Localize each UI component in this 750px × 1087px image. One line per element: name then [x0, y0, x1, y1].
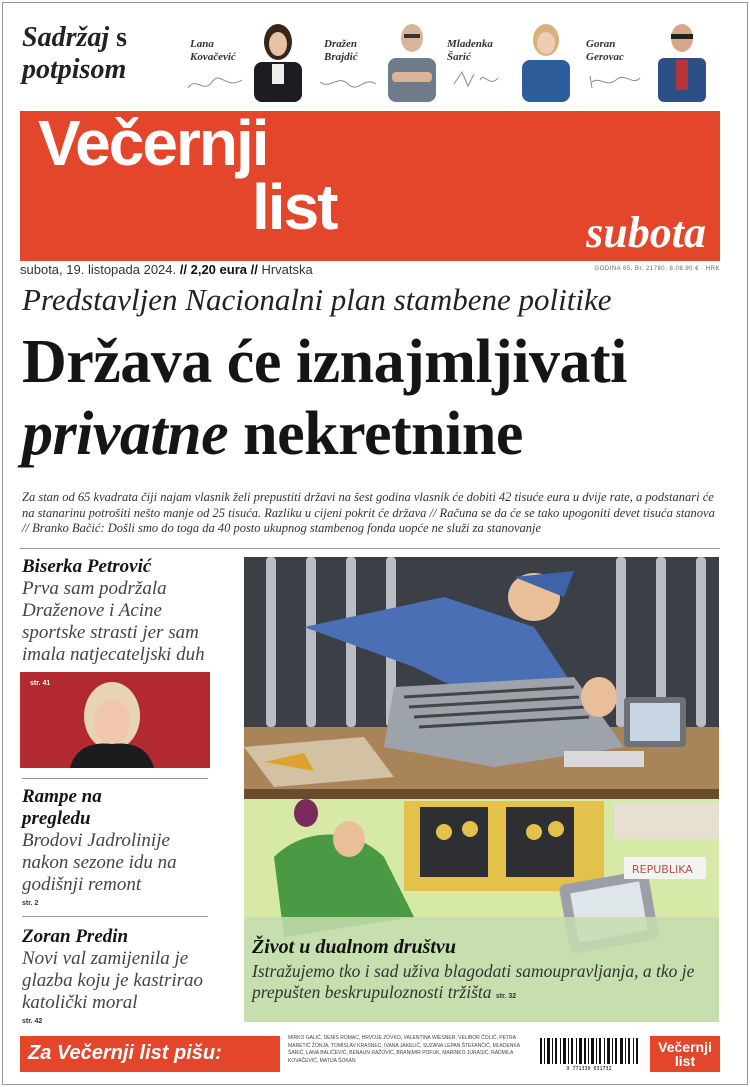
- dateline: subota, 19. listopada 2024. // 2,20 eura // Hrvatska: [20, 262, 313, 277]
- barcode-number: 9 771330 031732: [566, 1066, 612, 1072]
- story-page-ref: str. 41: [30, 680, 51, 687]
- author-portrait[interactable]: [654, 14, 710, 102]
- author-portrait[interactable]: [518, 14, 574, 102]
- divider: [20, 548, 720, 549]
- sidebar-story-text: Prva sam podržala Draženove i Acine sportske strasti jer sam imala natjecateljski duh: [22, 578, 205, 665]
- weekday-label: subota: [586, 208, 706, 257]
- barcode-icon: [536, 1036, 642, 1072]
- sidebar-story-text: Brodovi Jadrolinije nakon sezone idu na godišnji remont: [22, 830, 177, 895]
- sidebar-story[interactable]: [22, 786, 212, 907]
- sidebar-story[interactable]: [22, 556, 212, 666]
- sidebar-story-title: Rampe na pregledu: [22, 786, 102, 829]
- author-name[interactable]: Lana Kovačević: [190, 38, 236, 63]
- story-page-ref: str. 32: [495, 993, 517, 1000]
- author-portrait[interactable]: [384, 14, 440, 102]
- caption-title: Život u dualnom društvu: [252, 936, 456, 958]
- story-page-ref: str. 2: [22, 900, 39, 907]
- signature-scribble: [186, 74, 246, 92]
- contributors-bar: [20, 1036, 280, 1072]
- signature-scribble: [586, 72, 646, 90]
- contributors-label: Za Večernji list pišu:: [28, 1042, 222, 1064]
- author-name[interactable]: Dražen Brajdić: [324, 38, 358, 63]
- contributors-list: MIRKO GALIĆ, DENIS ROMAC, HRVOJE ZOVKO, VALENTINA WIESNER, VELIBOR ČOLIĆ, PETRA MARETIĆ ŽONJA, TOMISLAV KRASNEC, IVANA JAKELIĆ, SUZANA LEPAN ŠTEFANČIĆ, MLADENKA ŠARIĆ, LANA BALIČEVIĆ, BENAUN RAŽOVIĆ, BRANIMIR POFUK, MARINKO JURASIĆ, RADMILA KOVAČEVIĆ, MATIJA ŠOKAN: [288, 1035, 520, 1064]
- story-photo[interactable]: [20, 672, 210, 768]
- author-portrait[interactable]: [250, 14, 306, 102]
- issue-info: GODINA 65, Br. 21780, 8.08.90 € · HRK: [594, 266, 720, 272]
- illustration-caption[interactable]: [252, 936, 718, 1007]
- lead-summary: Za stan od 65 kvadrata čiji najam vlasnik želi prepustiti državi na šest godina vlasnik će dobiti 42 tisuće eura u dvije rate, a podstanari će na stanarinu potrošiti nešto manje od 25 tisuća. Razliku u cijeni pokrit će država // Računa se da će se tako upogoniti devet tisuća stanova // Branko Bačić: Došli smo do toga da 40 posto ukupnog stambenog fonda uopće ne služi za stanovanje: [22, 490, 715, 535]
- signatures-title: Sadržaj s potpisom: [22, 22, 128, 85]
- author-name[interactable]: Mladenka Šarić: [447, 38, 493, 63]
- divider: [22, 916, 208, 917]
- story-page-ref: str. 42: [22, 1018, 43, 1025]
- divider: [22, 778, 208, 779]
- sidebar-story-title: Biserka Petrović: [22, 556, 152, 577]
- sidebar-story-text: Novi val zamijenila je glazba koju je kastrirao katolički moral: [22, 948, 204, 1013]
- sidebar-story-title: Zoran Predin: [22, 926, 129, 947]
- author-name[interactable]: Goran Gerovac: [586, 38, 624, 63]
- wall-sign: REPUBLIKA: [632, 863, 693, 876]
- footer-logo[interactable]: Večernji list: [650, 1036, 720, 1072]
- lead-headline[interactable]: Država će iznajmljivati privatne nekretnine: [22, 328, 627, 468]
- masthead[interactable]: [20, 107, 720, 261]
- sidebar-story[interactable]: [22, 926, 212, 1025]
- signature-scribble: [318, 72, 378, 90]
- caption-text: Istražujemo tko i sad uživa blagodati samoupravljanja, a tko je prepušten beskrupuloznosti tržišta str. 32: [252, 961, 695, 1002]
- newspaper-logo[interactable]: Večernji list: [38, 107, 337, 243]
- lead-kicker[interactable]: Predstavljen Nacionalni plan stambene politike: [22, 282, 612, 317]
- signature-scribble: [450, 70, 510, 88]
